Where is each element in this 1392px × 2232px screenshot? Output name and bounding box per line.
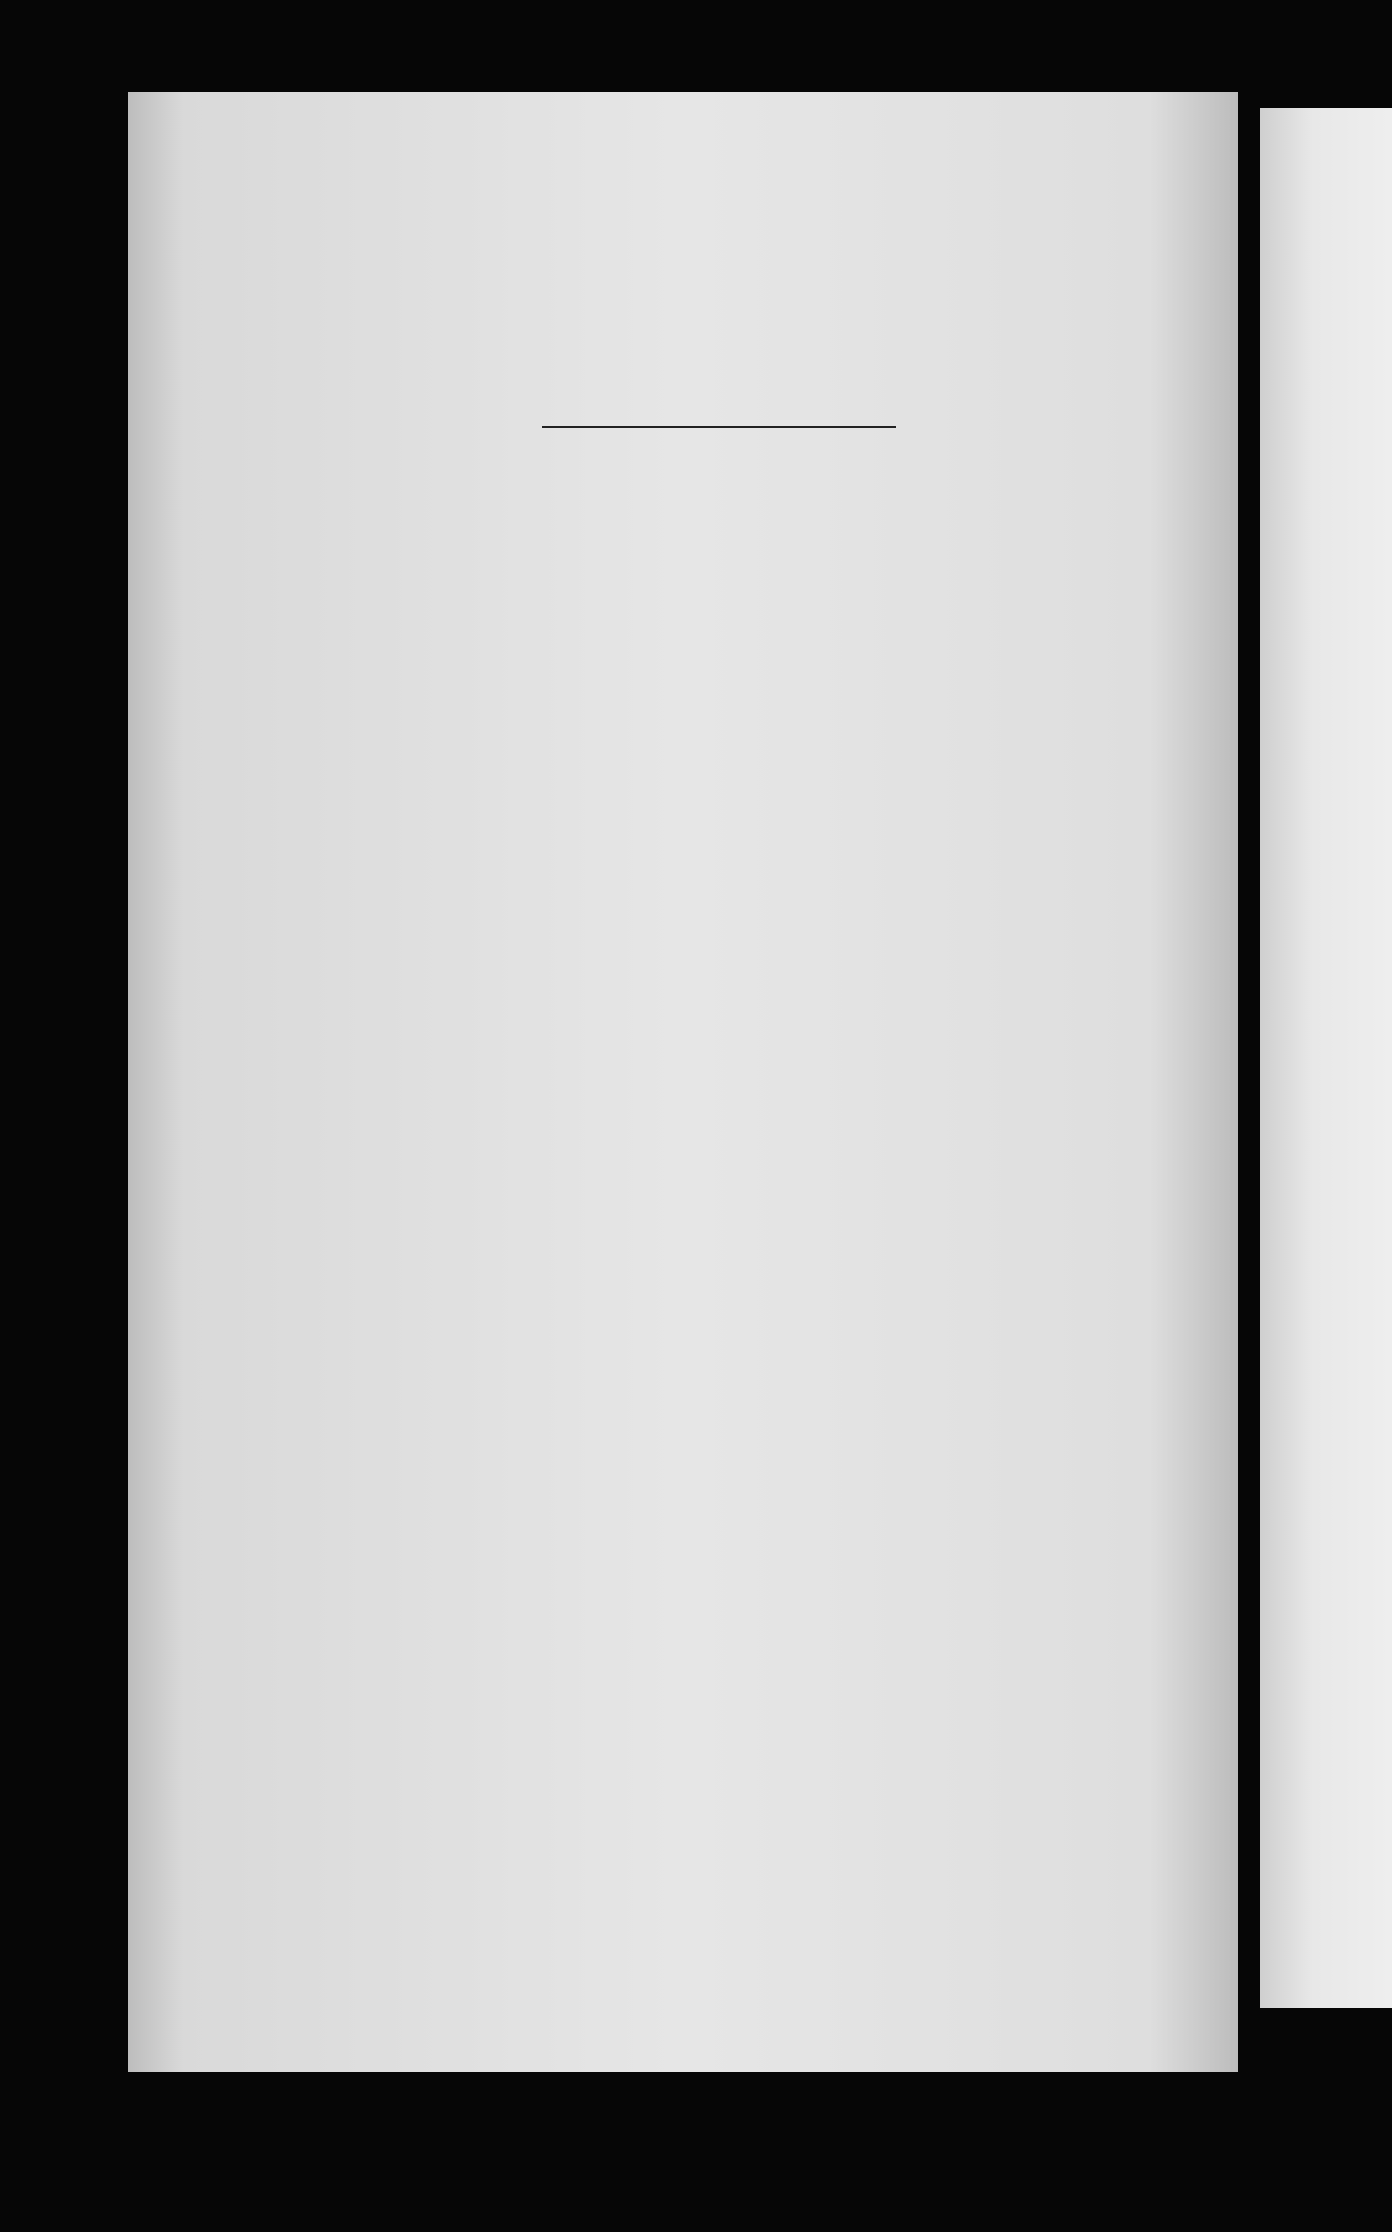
facing-page-fragment bbox=[1260, 108, 1392, 2008]
page-text-body bbox=[306, 382, 1132, 470]
section-divider-rule bbox=[542, 426, 896, 428]
